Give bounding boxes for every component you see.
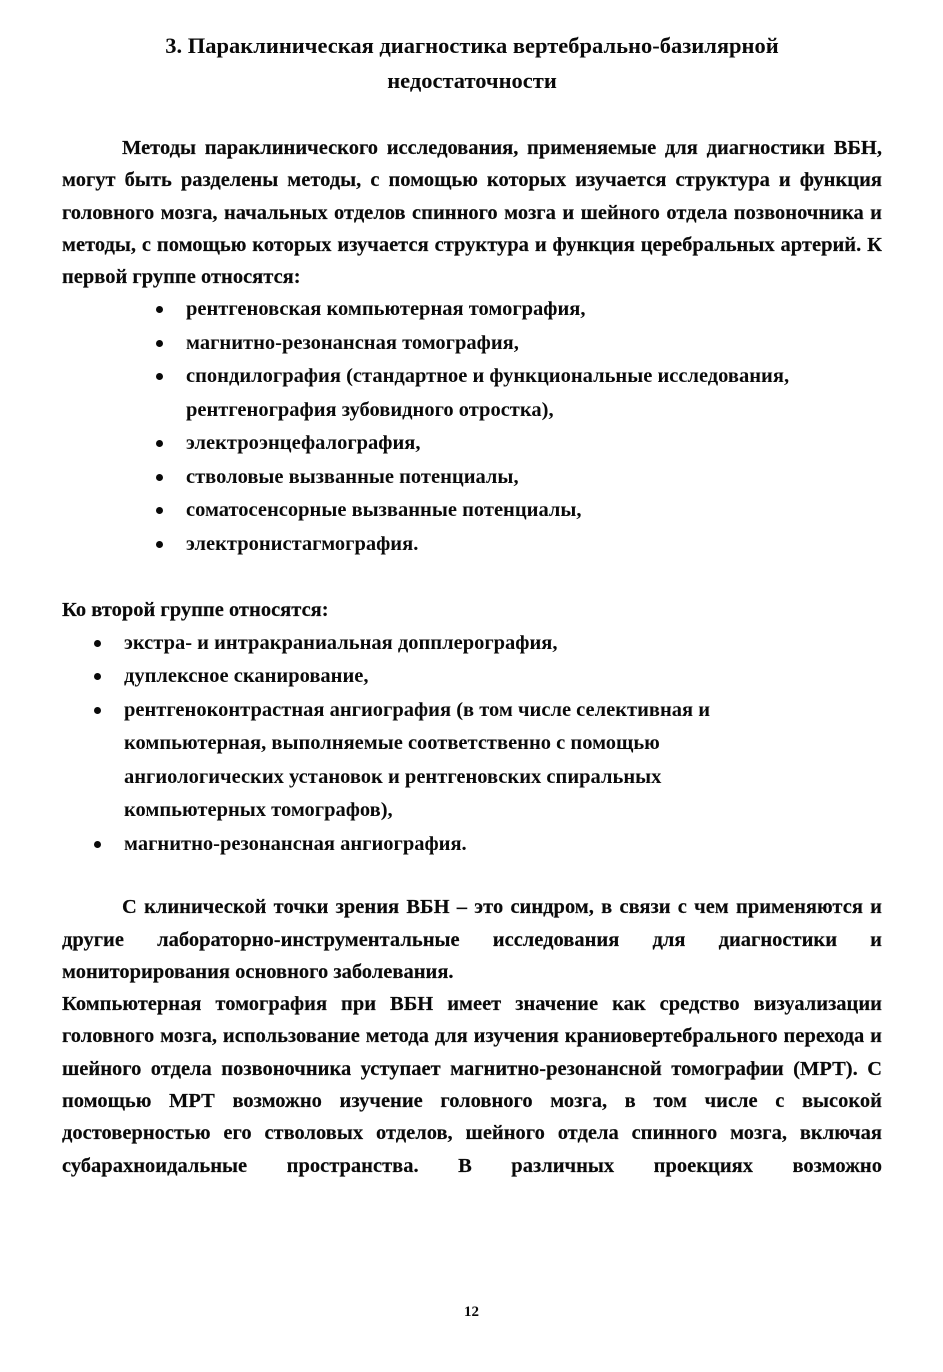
first-group-list xyxy=(62,293,882,561)
bullet-icon xyxy=(156,474,163,481)
section-title xyxy=(62,28,882,98)
page-number: 12 xyxy=(464,1304,479,1320)
list-item: соматосенсорные вызванные потенциалы, xyxy=(62,494,882,528)
intro-paragraph: Методы параклинического исследования, применяемые для диагностики ВБН, могут быть разделены методы, с помощью которых изучается структура и функция головного мозга, начальных отделов спинного мозга и шейного отдела позвоночника и методы, с помощью которых изучается структура и функция церебральных артерий. К первой группе относятся: xyxy=(62,137,882,289)
bullet-icon xyxy=(156,306,163,313)
list-item: рентгеновская компьютерная томография, xyxy=(62,293,882,327)
bullet-icon xyxy=(94,841,101,848)
section-title-line2: недостаточности xyxy=(387,68,557,93)
bullet-icon xyxy=(156,340,163,347)
section-title-line1: 3. Параклиническая диагностика вертебрально-базилярной xyxy=(165,33,779,58)
bullet-icon xyxy=(156,507,163,514)
list-item: стволовые вызванные потенциалы, xyxy=(62,461,882,495)
list-item: магнитно-резонансная томография, xyxy=(62,327,882,361)
spacer xyxy=(62,861,882,891)
document-page xyxy=(62,28,882,1182)
bullet-icon xyxy=(156,440,163,447)
bullet-icon xyxy=(156,373,163,380)
list-item: электроэнцефалография, xyxy=(62,427,882,461)
list-item: экстра- и интракраниальная допплерография, xyxy=(62,627,882,661)
bullet-icon xyxy=(94,640,101,647)
list-item: рентгеноконтрастная ангиография (в том числе селективная и компьютерная, выполняемые соответственно с помощью ангиологических установок и рентгеновских спиральных компьютерных томографов), xyxy=(62,694,882,828)
second-group-heading: Ко второй группе относятся: xyxy=(62,599,329,622)
clinical-paragraph: С клинической точки зрения ВБН – это синдром, в связи с чем применяются и другие лабораторно-инструментальные исследования для диагностики и мониторирования основного заболевания. xyxy=(62,896,882,983)
bullet-icon xyxy=(94,707,101,714)
list-item: дуплексное сканирование, xyxy=(62,660,882,694)
list-item: магнитно-резонансная ангиография. xyxy=(62,828,882,862)
list-item: спондилография (стандартное и функциональные исследования, рентгенография зубовидного отростка), xyxy=(62,360,882,427)
bullet-icon xyxy=(156,541,163,548)
spacer xyxy=(62,561,882,594)
bullet-icon xyxy=(94,673,101,680)
ct-paragraph: Компьютерная томография при ВБН имеет значение как средство визуализации головного мозга, использование метода для изучения краниовертебрального перехода и шейного отдела позвоночника уступает магнитно-резонансной томографии (МРТ). С помощью МРТ возможно изучение головного мозга, в том числе с высокой достоверностью его стволовых отделов, шейного отдела спинного мозга, включая субарахноидальные пространства. В различных проекциях возможно xyxy=(62,993,882,1177)
list-item: электронистагмография. xyxy=(62,528,882,562)
second-group-list xyxy=(62,627,882,862)
